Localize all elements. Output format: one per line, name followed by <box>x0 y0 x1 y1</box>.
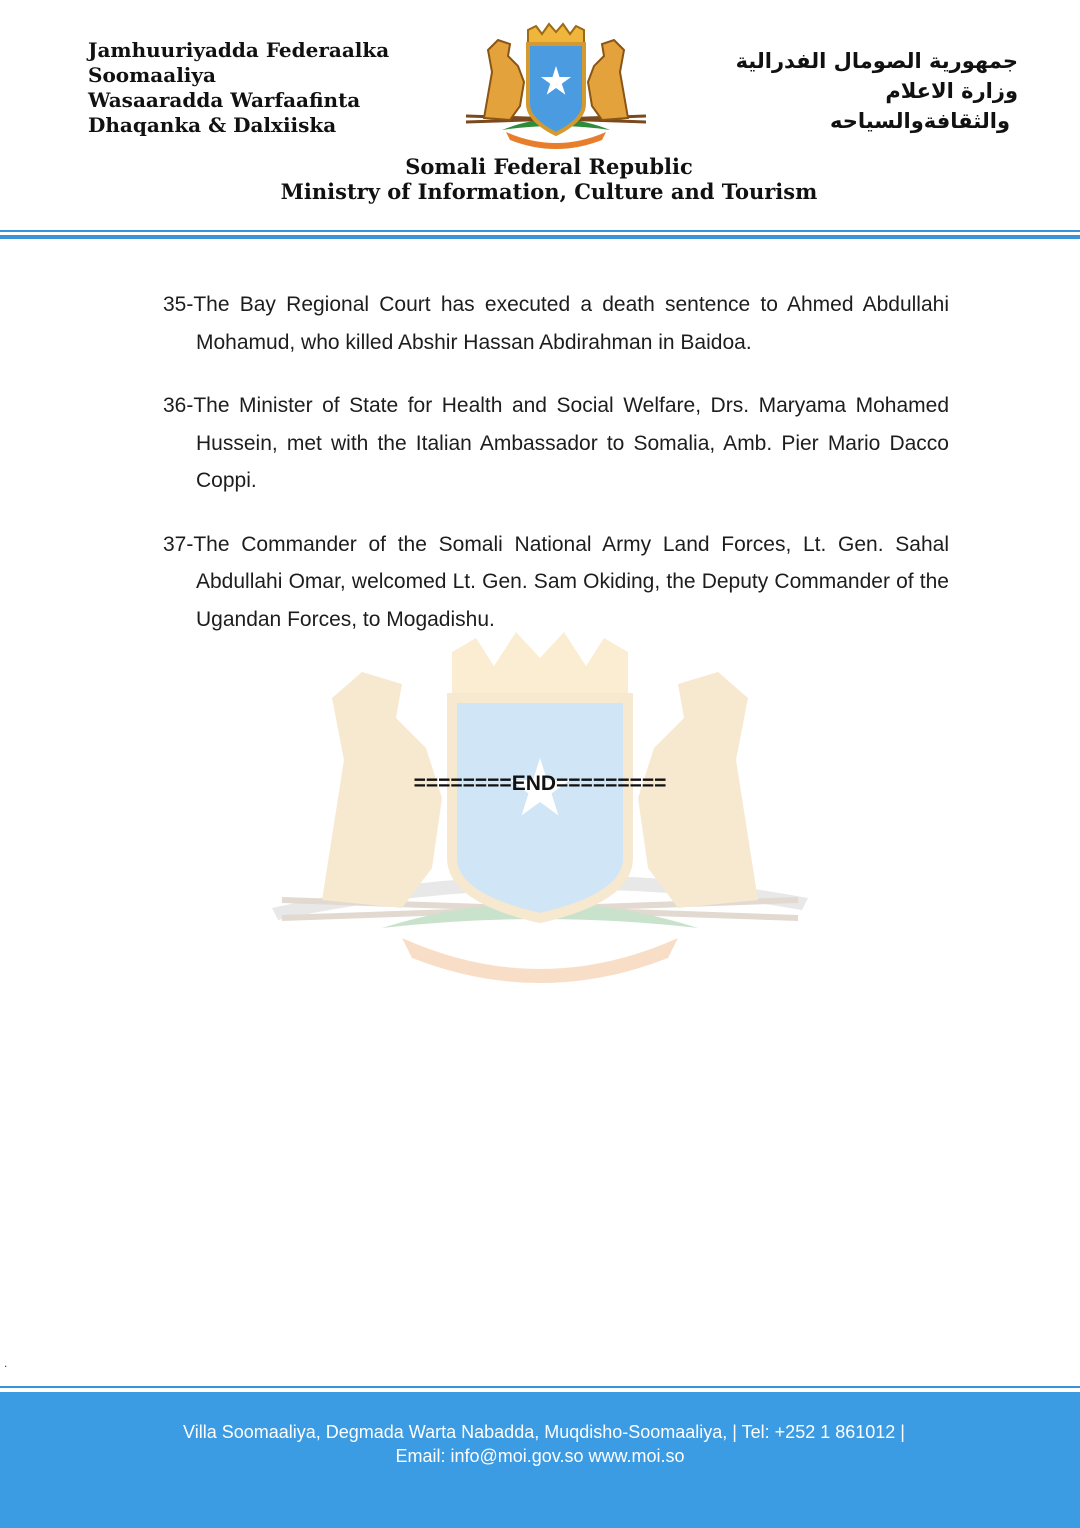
watermark-coat-of-arms-icon <box>262 628 818 1006</box>
header-somali-line: Jamhuuriyadda Federaalka <box>88 38 390 62</box>
footer-divider <box>0 1386 1080 1388</box>
news-items-list <box>163 286 949 664</box>
footer-contact: Email: info@moi.gov.so www.moi.so <box>395 1446 685 1466</box>
header-arabic-line: جمهورية الصومال الفدرالية <box>735 49 1018 73</box>
header-somali-block <box>88 38 448 138</box>
header-english-line: Somali Federal Republic <box>405 154 693 179</box>
footer <box>0 1392 1080 1528</box>
header-arabic-block <box>678 46 1018 136</box>
header-arabic-line: والثقافةوالسياحه <box>829 109 1010 133</box>
header-somali-line: Wasaaradda Warfaafinta <box>88 88 361 112</box>
header-somali-line: Dhaqanka & Dalxiiska <box>88 113 337 137</box>
news-item: 36-The Minister of State for Health and Social Welfare, Drs. Maryama Mohamed Hussein, met with the Italian Ambassador to Somalia, Amb. Pier Mario Dacco Coppi. <box>163 394 949 492</box>
news-item: 37-The Commander of the Somali National Army Land Forces, Lt. Gen. Sahal Abdullahi Omar, welcomed Lt. Gen. Sam Okiding, the Deputy Commander of the Ugandan Forces, to Mogadishu. <box>163 532 949 631</box>
stray-mark: . <box>4 1356 8 1370</box>
end-marker: ========END========= <box>413 772 667 795</box>
header-divider-thin <box>0 230 1080 232</box>
header-arabic-line: وزارة الاعلام <box>885 79 1018 103</box>
header-somali-line: Soomaaliya <box>88 63 216 87</box>
header-english-line: Ministry of Information, Culture and Tourism <box>280 179 818 204</box>
footer-address: Villa Soomaaliya, Degmada Warta Nabadda, Muqdisho-Soomaaliya, | Tel: +252 1 861012 | <box>183 1422 905 1442</box>
header-english-block <box>0 154 1080 204</box>
news-item: 35-The Bay Regional Court has executed a death sentence to Ahmed Abdullahi Mohamud, who killed Abshir Hassan Abdirahman in Baidoa. <box>163 293 949 354</box>
somalia-coat-of-arms-icon <box>462 22 650 154</box>
header-divider-thick <box>0 235 1080 239</box>
